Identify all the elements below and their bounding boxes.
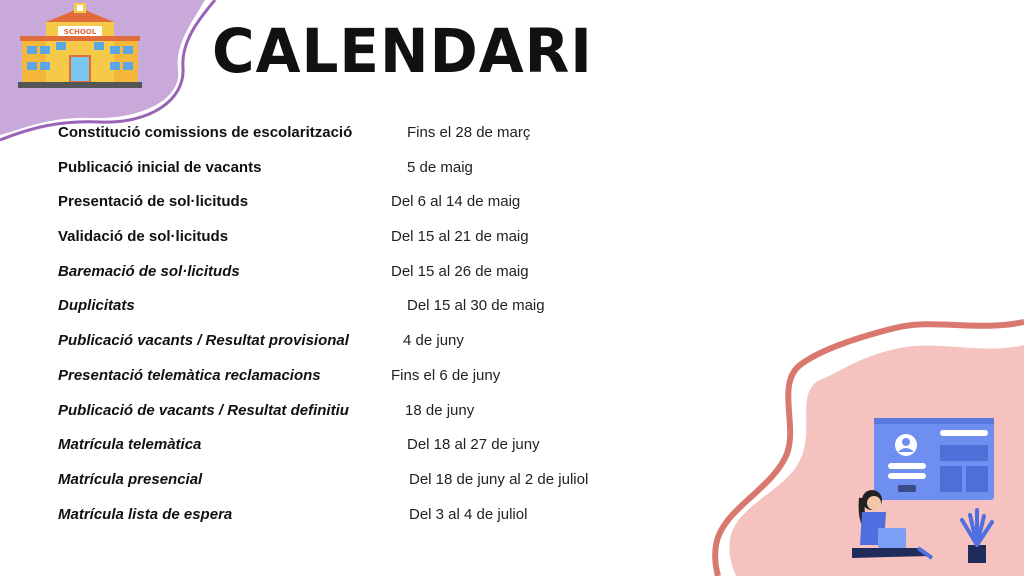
calendar-row-date: Del 15 al 26 de maig [391, 262, 529, 280]
calendar-row-date: 4 de juny [403, 332, 464, 350]
calendar-row-date: Fins el 28 de març [407, 124, 531, 141]
calendar-row-label: Matrícula telemàtica [58, 436, 202, 454]
calendar-row-label: Validació de sol·licituds [58, 228, 229, 246]
calendar-row-label: Publicació inicial de vacants [58, 158, 262, 176]
school-sign-text: SCHOOL [63, 28, 97, 36]
calendar-row-date: 18 de juny [405, 401, 475, 419]
calendar-row-date: Del 18 de juny al 2 de juliol [409, 470, 589, 488]
calendar-row-date: Del 15 al 21 de maig [391, 228, 529, 246]
calendar-row-date: Del 18 al 27 de juny [407, 436, 540, 454]
calendar-row-label: Constitució comissions de escolarització [58, 124, 353, 141]
calendar-row-label: Baremació de sol·licituds [58, 262, 240, 280]
calendar-row-date: Fins el 6 de juny [391, 366, 501, 384]
calendar-row-label: Publicació de vacants / Resultat definitiu [58, 401, 349, 419]
page-title: CALENDARI [212, 15, 593, 87]
calendar-row-date: Del 15 al 30 de maig [407, 297, 545, 315]
calendar-row-date: Del 6 al 14 de maig [391, 193, 521, 211]
calendar-row-label: Publicació vacants / Resultat provisional [58, 332, 349, 350]
calendar-row-label: Presentació de sol·licituds [58, 193, 249, 211]
calendar-row-label: Duplicitats [58, 297, 135, 315]
calendar-row-label: Matrícula presencial [58, 470, 203, 488]
calendar-row-date: Del 3 al 4 de juliol [409, 505, 528, 523]
calendar-row-label: Presentació telemàtica reclamacions [58, 366, 321, 384]
calendar-row-date: 5 de maig [407, 158, 473, 176]
calendar-row-label: Matrícula lista de espera [58, 505, 233, 523]
